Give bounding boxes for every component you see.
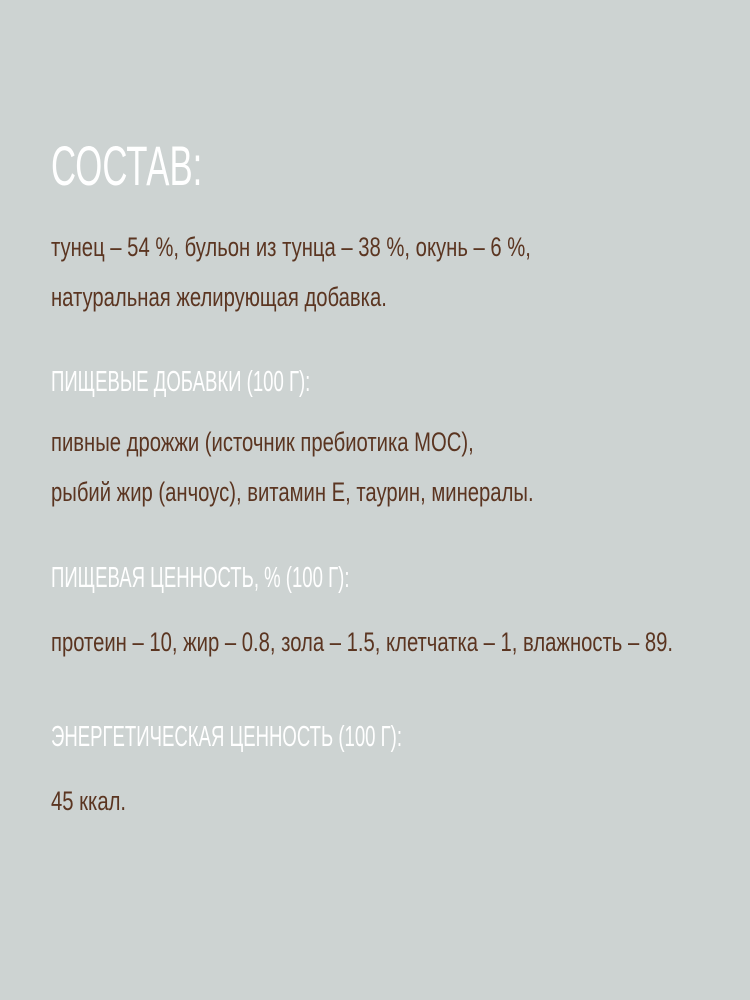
additives-heading: ПИЩЕВЫЕ ДОБАВКИ (100 Г): <box>51 366 311 398</box>
energy-heading: ЭНЕРГЕТИЧЕСКАЯ ЦЕННОСТЬ (100 Г): <box>51 721 403 753</box>
nutrition-text <box>51 617 673 667</box>
energy-text <box>51 776 126 826</box>
composition-line: натуральная желирующая добавка. <box>51 282 387 312</box>
composition-title: СОСТАВ: <box>51 134 203 197</box>
additives-line: рыбий жир (анчоус), витамин Е, таурин, минералы. <box>51 477 534 507</box>
additives-text <box>51 417 534 517</box>
composition-text <box>51 222 531 322</box>
energy-line: 45 ккал. <box>51 786 127 816</box>
additives-line: пивные дрожжи (источник пребиотика МОС), <box>51 427 474 457</box>
nutrition-heading: ПИЩЕВАЯ ЦЕННОСТЬ, % (100 Г): <box>51 562 350 594</box>
nutrition-line: протеин – 10, жир – 0.8, зола – 1.5, клетчатка – 1, влажность – 89. <box>51 627 674 657</box>
composition-line: тунец – 54 %, бульон из тунца – 38 %, окунь – 6 %, <box>51 232 531 262</box>
